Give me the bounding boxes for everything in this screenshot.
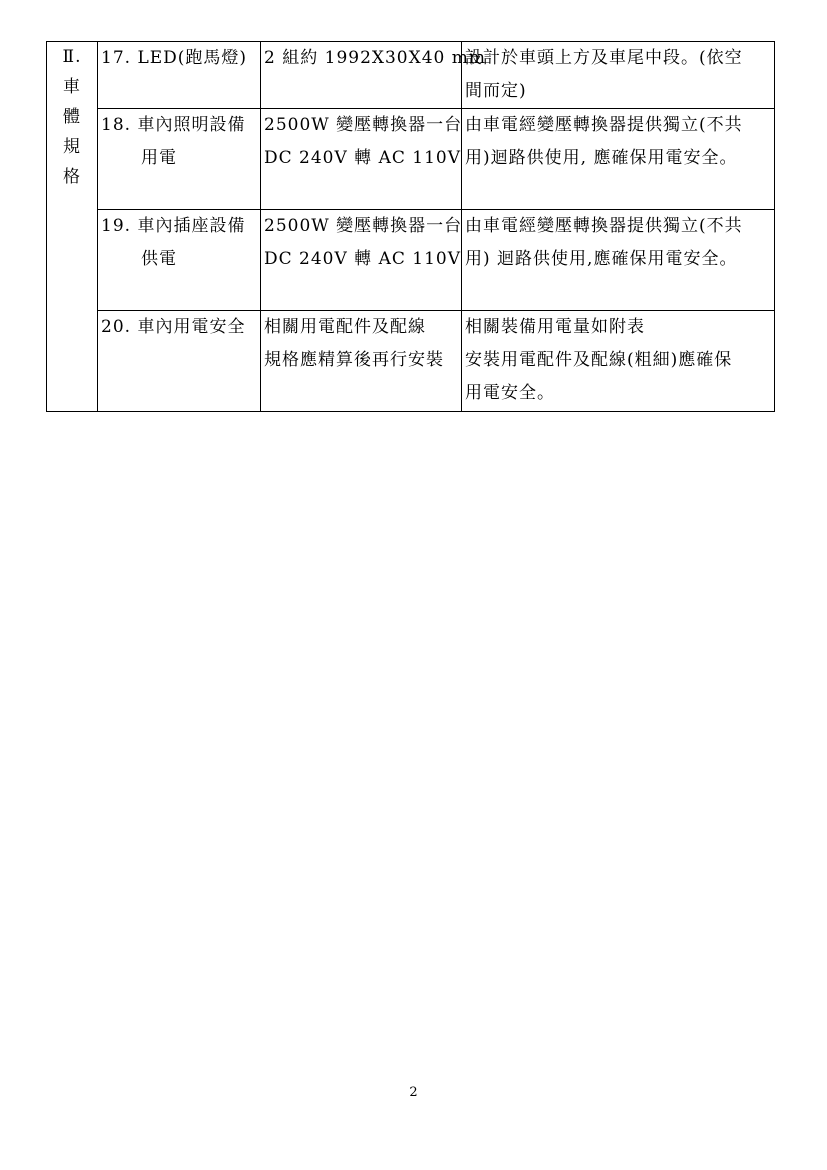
section-label-cell — [47, 42, 98, 412]
spec-cell — [261, 311, 462, 412]
vehicle-spec-table — [46, 41, 775, 412]
item-name: 17. LED(跑馬燈) — [101, 48, 248, 68]
item-name: 20. 車內用電安全 — [101, 317, 246, 337]
spec-cell — [261, 210, 462, 311]
item-name-continuation: 用電 — [141, 148, 177, 168]
note-text: 由車電經變壓轉換器提供獨立(不共 — [465, 115, 743, 135]
section-label-line: 體 — [63, 107, 81, 127]
spec-cell — [261, 42, 486, 109]
table-row — [47, 42, 775, 109]
item-name: 18. 車內照明設備 — [101, 115, 246, 135]
spec-text: 規格應精算後再行安裝 — [264, 350, 444, 370]
item-cell — [98, 109, 261, 210]
table-row — [47, 109, 775, 210]
note-text: 由車電經變壓轉換器提供獨立(不共 — [465, 216, 743, 236]
note-cell — [462, 109, 775, 210]
spec-text: 2 組約 1992X30X40 mm — [264, 48, 486, 68]
section-label-line: 格 — [63, 167, 81, 187]
spec-text: DC 240V 轉 AC 110V — [264, 249, 461, 269]
table-row — [47, 210, 775, 311]
item-name-continuation: 供電 — [141, 249, 177, 269]
spec-text: DC 240V 轉 AC 110V — [264, 148, 461, 168]
spec-text: 相關用電配件及配線 — [264, 317, 426, 337]
section-label-line: 規 — [63, 137, 81, 157]
note-cell — [462, 210, 775, 311]
spec-text: 2500W 變壓轉換器一台 — [264, 216, 463, 236]
note-text: 間而定) — [465, 81, 527, 101]
note-text: 用) 迴路供使用,應確保用電安全。 — [465, 249, 738, 269]
note-text: 用)迴路供使用, 應確保用電安全。 — [465, 148, 738, 168]
item-name: 19. 車內插座設備 — [101, 216, 246, 236]
section-label-line: 車 — [63, 77, 81, 97]
note-cell — [462, 311, 775, 412]
spec-text: 2500W 變壓轉換器一台 — [264, 115, 463, 135]
table-row — [47, 311, 775, 412]
note-text: 相關裝備用電量如附表 — [465, 317, 645, 337]
spec-cell — [261, 109, 462, 210]
item-cell — [98, 42, 261, 109]
note-text: 設計於車頭上方及車尾中段。(依空 — [465, 48, 743, 68]
section-label-line: Ⅱ. — [62, 47, 82, 67]
note-text: 安裝用電配件及配線(粗細)應確保 — [465, 350, 733, 370]
item-cell — [98, 210, 261, 311]
item-cell — [98, 311, 261, 412]
page-number: 2 — [409, 1085, 418, 1100]
note-cell — [462, 42, 775, 109]
note-text: 用電安全。 — [465, 383, 555, 403]
